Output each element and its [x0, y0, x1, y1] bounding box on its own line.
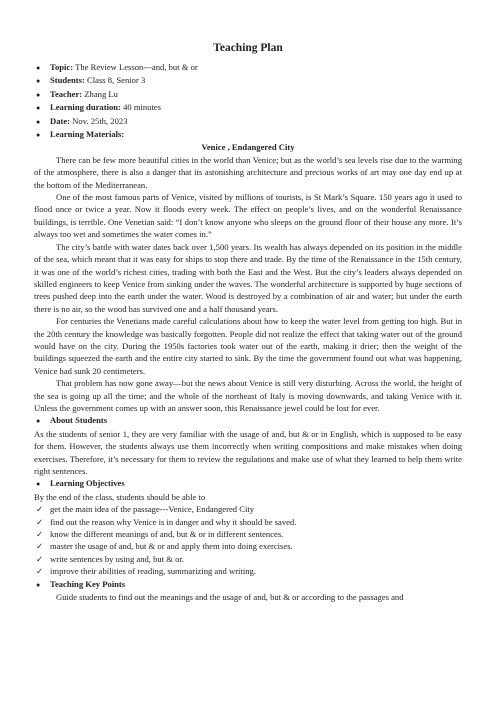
about-students-text: As the students of senior 1, they are very familiar with the usage of and, but & or in English, which is supposed to be easy for them. However, the students always use them incorrectly when writing compositions and make mistakes when doing exercises. Therefore, it’s necessary for them to review the regulations and make use of what they learned to help them write right sentences.: [34, 428, 462, 476]
objective-item: [34, 528, 462, 540]
objective-text: write sentences by using and, but & or.: [50, 553, 184, 564]
checkmark-icon: ✓: [36, 566, 44, 577]
objective-text: master the usage of and, but & or and apply them into doing exercises.: [50, 541, 293, 552]
meta-label: Date:: [50, 115, 71, 126]
meta-value: Class 8, Senior 3: [84, 75, 146, 86]
section-heading: About Students: [50, 415, 108, 426]
bullet-icon: ●: [36, 131, 41, 140]
meta-value: Nov. 25th, 2023: [70, 115, 128, 126]
bullet-icon: ●: [36, 77, 41, 86]
passage-paragraph: There can be few more beautiful cities in the world than Venice; but as the world’s sea levels rise due to the warming of the atmosphere, there is also a danger that its astonishing architecture and precious works of art may one day end up at the bottom of the Mediterranean.: [34, 154, 462, 190]
meta-item-teacher: [34, 88, 462, 101]
meta-item-topic: [34, 61, 462, 74]
section-heading: Learning Objectives: [50, 478, 125, 489]
objective-item: [34, 553, 462, 565]
bullet-icon: ●: [36, 104, 41, 113]
meta-label: Learning Materials:: [50, 129, 125, 140]
passage-paragraph: That problem has now gone away—but the news about Venice is still very disturbing. Across the world, the height of the sea is going up all the time; and the whole of the northeast of Italy is moving downwards, and taking Venice with it. Unless the government comes up with an answer soon, this Renaissance jewel could be lost for ever.: [34, 378, 462, 413]
meta-list: [34, 61, 462, 141]
checkmark-icon: ✓: [36, 553, 44, 564]
meta-item-students: [34, 74, 462, 87]
objective-text: find out the reason why Venice is in danger and why it should be saved.: [50, 516, 297, 527]
bullet-icon: ●: [36, 90, 41, 99]
bullet-icon: ●: [36, 480, 41, 489]
meta-label: Students:: [50, 75, 85, 86]
checkmark-icon: ✓: [36, 529, 44, 540]
checkmark-icon: ✓: [36, 516, 44, 527]
meta-item-materials: [34, 128, 462, 141]
objective-item: [34, 565, 462, 577]
page-title: Teaching Plan: [213, 42, 283, 54]
meta-label: Teacher:: [50, 88, 83, 99]
meta-value: The Review Lesson---and, but & or: [73, 62, 198, 72]
section-heading-key-points: [34, 578, 462, 591]
section-heading: Teaching Key Points: [50, 578, 126, 589]
objective-item: [34, 516, 462, 528]
meta-label: Topic:: [50, 62, 74, 72]
bullet-icon: ●: [36, 64, 41, 72]
meta-value: Zhang Lu: [82, 88, 118, 99]
passage-paragraph: The city’s battle with water dates back over 1,500 years. Its wealth has always depended on its position in the middle of the sea, which meant that it was easy for ships to stop there and trade. By the time of the Renaissance in the 15th century, it was one of the world’s richest cities, trading with both the East and the West. But the city’s leaders always depended on skilled engineers to keep Venice from sinking under the waves. The wonderful architecture is supported by huge sections of trees pushed deep into the earth under the water. Wood is destroyed by a combination of air and water; but under the earth there is no air, so the wood has survived one and a half thousand years.: [34, 241, 462, 314]
passage-paragraph: For centuries the Venetians made careful calculations about how to keep the water level from getting too high. But in the 20th century the knowledge was basically forgotten. People did not realize the effect that taking water out of the ground would have on the city. During the 1950s factories took water out of the earth, making it drier; then the weight of the buildings squeezed the earth and the entire city started to sink. By the time the government found out what was happening, Venice had sunk 20 centimeters.: [34, 316, 462, 376]
objective-text: get the main idea of the passage---Venice, Endangered City: [50, 504, 255, 515]
meta-label: Learning duration:: [50, 102, 121, 113]
objectives-intro: By the end of the class, students should be able to: [34, 491, 206, 502]
meta-value: 40 minutes: [120, 102, 162, 113]
objective-item: [34, 503, 462, 515]
objective-text: know the different meanings of and, but & or in different sentences.: [50, 529, 284, 540]
key-points-text: Guide students to find out the meanings and the usage of and, but & or according to the passages and: [56, 592, 404, 603]
bullet-icon: ●: [36, 580, 41, 589]
objective-item: [34, 540, 462, 552]
passage-title: Venice , Endangered City: [201, 142, 295, 153]
objective-text: improve their abilities of reading, summarizing and writing.: [50, 566, 256, 577]
checkmark-icon: ✓: [36, 541, 44, 552]
checkmark-icon: ✓: [36, 504, 44, 515]
section-heading-about: [34, 414, 462, 427]
bullet-icon: ●: [36, 417, 41, 426]
section-heading-objectives: [34, 477, 462, 490]
meta-item-duration: [34, 101, 462, 114]
meta-item-date: [34, 115, 462, 128]
passage-paragraph: One of the most famous parts of Venice, visited by millions of tourists, is St Mark’s Square. 150 years ago it used to flood once or twice a year. Now it floods every week. The effect on people’s lives, and on the wonderful Renaissance buildings, is terrible. One Venetian said: “I don’t know anyone who sleeps on the ground floor of their house any more. It’s always too wet and sometimes the water comes in.”: [34, 192, 462, 240]
bullet-icon: ●: [36, 117, 41, 126]
